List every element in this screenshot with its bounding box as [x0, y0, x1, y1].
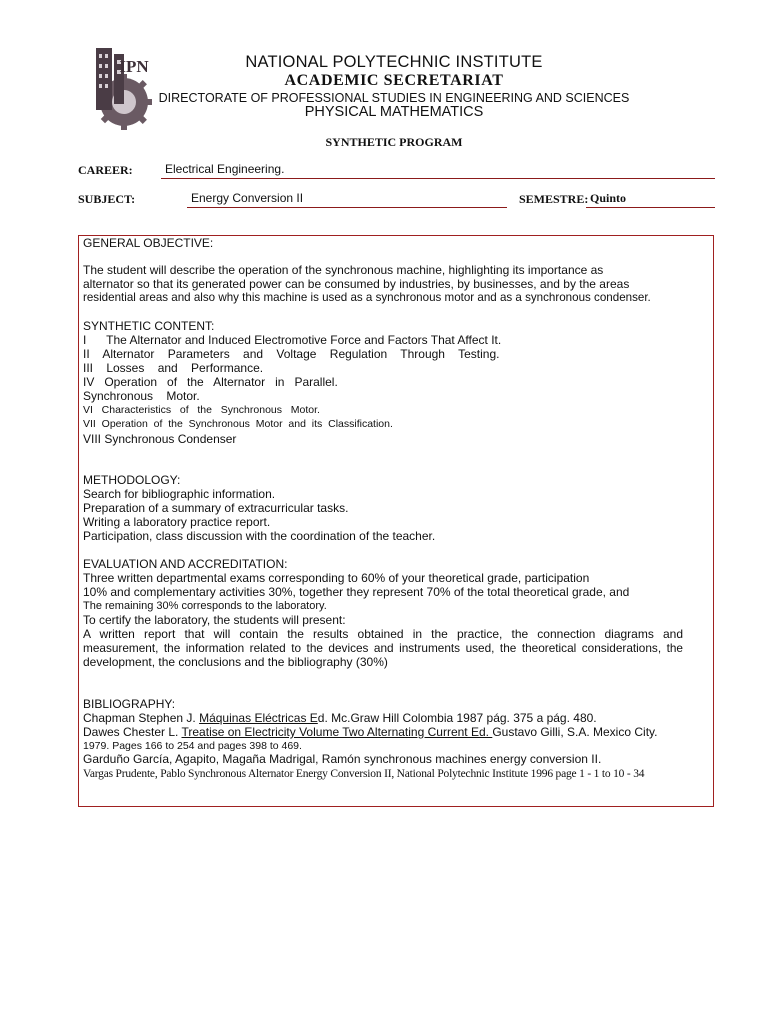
bibliography-entry: Chapman Stephen J. Máquinas Eléctricas Ed. Mc.Graw Hill Colombia 1987 pág. 375 a pág. 480.	[83, 711, 597, 725]
evaluation-heading: EVALUATION AND ACCREDITATION:	[83, 557, 288, 571]
bibliography-entry: Vargas Prudente, Pablo Synchronous Alternator Energy Conversion II, National Polytechnic Institute 1996 page 1 - 1 to 10 - 34	[83, 768, 645, 780]
career-field: Electrical Engineering.	[161, 162, 715, 179]
content-item: VI Characteristics of the Synchronous Motor.	[83, 404, 320, 416]
content-item: I The Alternator and Induced Electromotive Force and Factors That Affect It.	[83, 333, 502, 347]
objective-line: The student will describe the operation of the synchronous machine, highlighting its importance as	[83, 263, 604, 277]
content-heading: SYNTHETIC CONTENT:	[83, 319, 215, 333]
secretariat-title: ACADEMIC SECRETARIAT	[284, 72, 504, 89]
content-item: III Losses and Performance.	[83, 361, 264, 375]
bibliography-entry: 1979. Pages 166 to 254 and pages 398 to 469.	[83, 740, 302, 752]
evaluation-line: To certify the laboratory, the students will present:	[83, 613, 346, 627]
methodology-item: Search for bibliographic information.	[83, 487, 276, 501]
book-title: Treatise on Electricity Volume Two Alternating Current Ed.	[181, 725, 493, 739]
methodology-heading: METHODOLOGY:	[83, 473, 181, 487]
program-title: SYNTHETIC PROGRAM	[325, 135, 463, 149]
institute-title: NATIONAL POLYTECHNIC INSTITUTE	[245, 53, 543, 71]
content-item: II Alternator Parameters and Voltage Regulation Through Testing.	[83, 347, 500, 361]
objective-line: residential areas and also why this machine is used as a synchronous motor and as a synchronous condenser.	[83, 291, 651, 304]
evaluation-line: Three written departmental exams corresponding to 60% of your theoretical grade, participation	[83, 571, 590, 585]
directorate-title: DIRECTORATE OF PROFESSIONAL STUDIES IN ENGINEERING AND SCIENCES	[158, 91, 630, 105]
book-title: Máquinas Eléctricas E	[199, 711, 318, 725]
semester-field: Quinto	[586, 191, 715, 208]
subject-label: SUBJECT:	[78, 192, 136, 206]
bibliography-entry: Dawes Chester L. Treatise on Electricity Volume Two Alternating Current Ed. Gustavo Gilli, S.A. Mexico City.	[83, 725, 658, 739]
objective-heading: GENERAL OBJECTIVE:	[83, 236, 214, 250]
department-title: PHYSICAL MATHEMATICS	[304, 104, 484, 120]
content-item: VIII Synchronous Condenser	[83, 432, 237, 446]
evaluation-line: A written report that will contain the results obtained in the practice, the connection diagrams and	[83, 627, 683, 641]
methodology-item: Preparation of a summary of extracurricular tasks.	[83, 501, 349, 515]
methodology-item: Writing a laboratory practice report.	[83, 515, 271, 529]
evaluation-line: 10% and complementary activities 30%, together they represent 70% of the total theoretical grade, and	[83, 585, 630, 599]
content-item: VII Operation of the Synchronous Motor and its Classification.	[83, 418, 393, 430]
semester-label: SEMESTRE:	[519, 192, 589, 206]
methodology-item: Participation, class discussion with the coordination of the teacher.	[83, 529, 436, 543]
evaluation-line: development, the conclusions and the bibliography (30%)	[83, 655, 388, 669]
subject-field: Energy Conversion II	[187, 191, 507, 208]
bibliography-entry: Garduño García, Agapito, Magaña Madrigal, Ramón synchronous machines energy conversion II.	[83, 752, 602, 766]
objective-line: alternator so that its generated power can be consumed by industries, by businesses, and by the areas	[83, 277, 630, 291]
career-label: CAREER:	[78, 163, 133, 177]
content-item: Synchronous Motor.	[83, 389, 200, 403]
logo-text: IPN	[119, 57, 149, 76]
bibliography-heading: BIBLIOGRAPHY:	[83, 697, 176, 711]
evaluation-line: The remaining 30% corresponds to the laboratory.	[83, 600, 327, 612]
evaluation-line: measurement, the information related to the devices and instruments used, the theoretical considerations, the	[83, 641, 683, 655]
content-item: IV Operation of the Alternator in Parallel.	[83, 375, 338, 389]
